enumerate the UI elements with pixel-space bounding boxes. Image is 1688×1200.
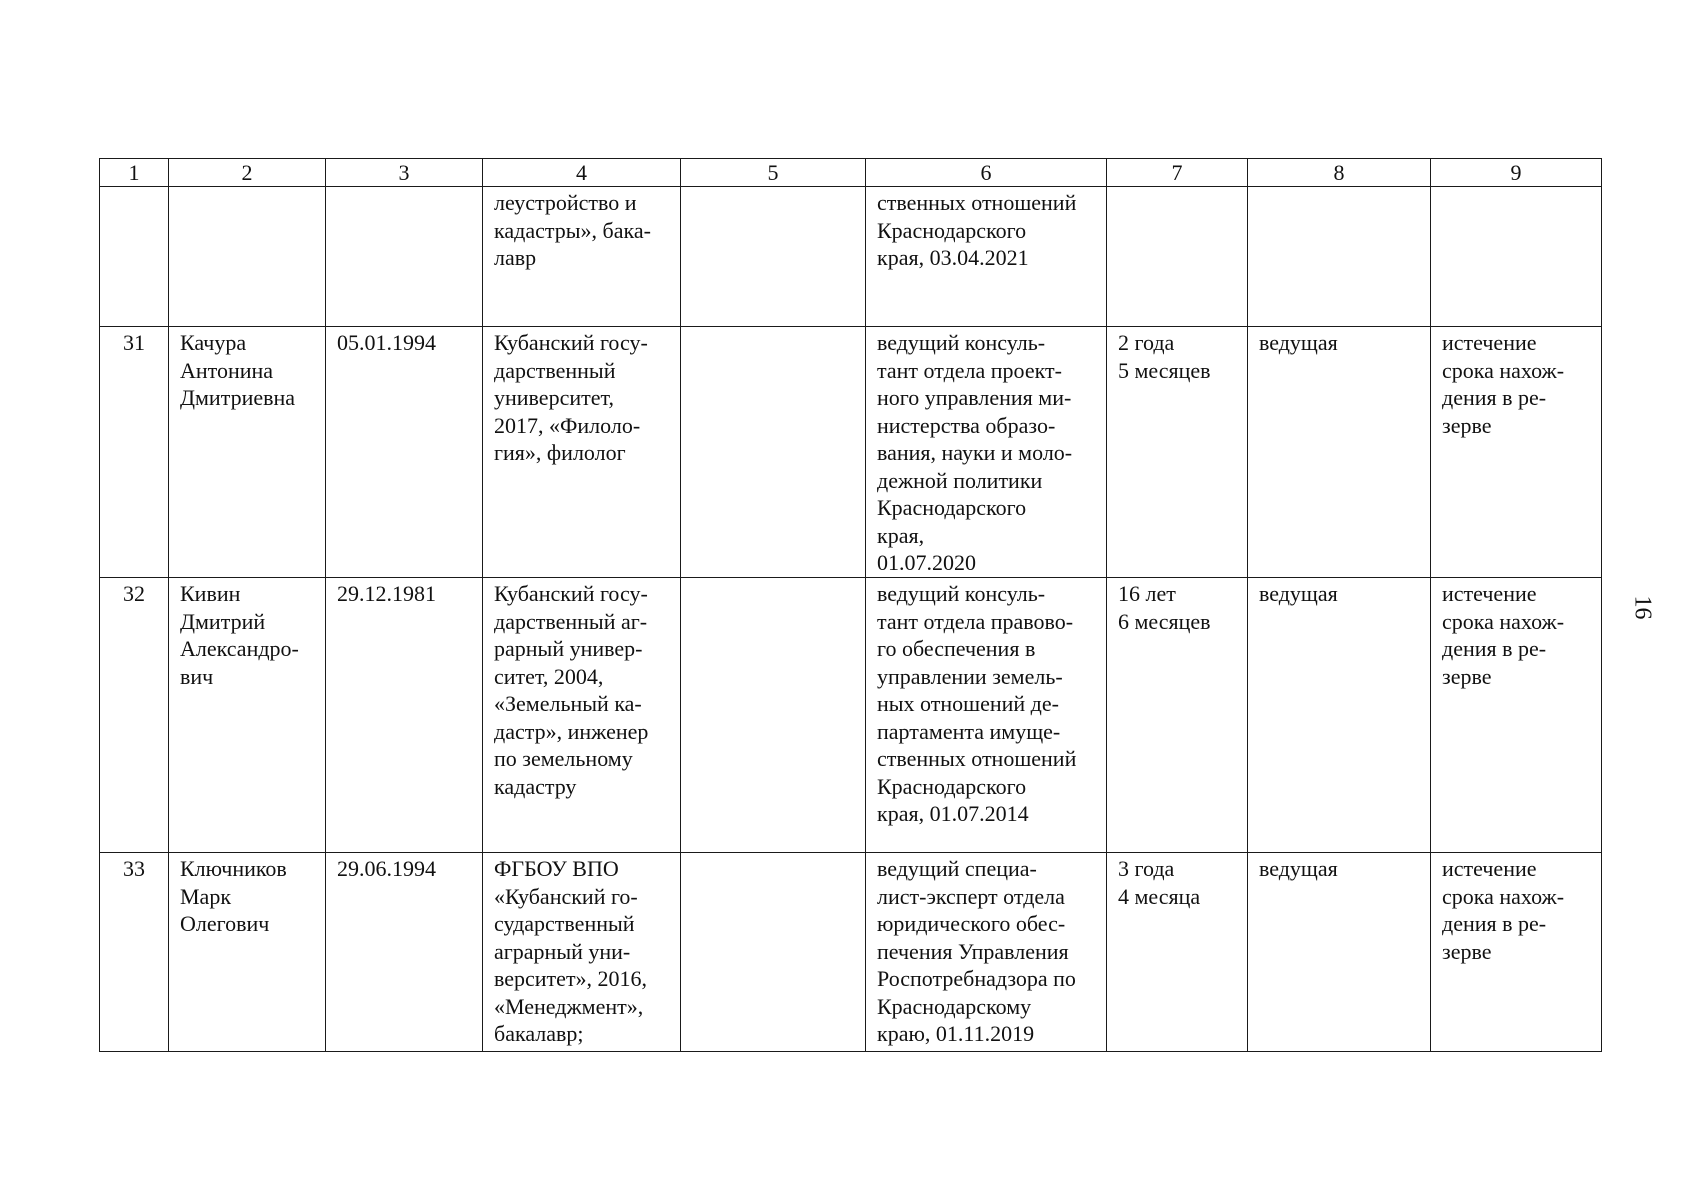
- column-header: 4: [483, 159, 681, 187]
- table-cell: [681, 187, 866, 327]
- table-row: [100, 187, 1602, 327]
- table-cell: 29.12.1981: [326, 578, 483, 853]
- table-row: [100, 327, 1602, 578]
- table-cell: Кубанский госу- дарственный университет, 2017, «Филоло- гия», филолог: [483, 327, 681, 578]
- table-cell: 32: [100, 578, 169, 853]
- table-cell: истечение срока нахож- дения в ре- зерве: [1431, 327, 1602, 578]
- table-cell: 2 года 5 месяцев: [1107, 327, 1248, 578]
- table-cell: [1248, 187, 1431, 327]
- table-cell: Качура Антонина Дмитриевна: [169, 327, 326, 578]
- table-cell: Кивин Дмитрий Александро- вич: [169, 578, 326, 853]
- table-cell: [681, 327, 866, 578]
- personnel-reserve-table: [99, 158, 1602, 1052]
- table-cell: [681, 578, 866, 853]
- table-cell: 29.06.1994: [326, 853, 483, 1052]
- table-cell: 3 года 4 месяца: [1107, 853, 1248, 1052]
- table-cell: ведущий специа- лист-эксперт отдела юридического обес- печения Управления Роспотребнадзора по Краснодарскому краю, 01.11.2019: [866, 853, 1107, 1052]
- table-cell: 16 лет 6 месяцев: [1107, 578, 1248, 853]
- table-cell: леустройство и кадастры», бака- лавр: [483, 187, 681, 327]
- column-header: 6: [866, 159, 1107, 187]
- column-header: 5: [681, 159, 866, 187]
- table-cell: ведущая: [1248, 327, 1431, 578]
- column-header: 3: [326, 159, 483, 187]
- table-cell: [326, 187, 483, 327]
- table-cell: [1431, 187, 1602, 327]
- table-header-row: [100, 159, 1602, 187]
- column-header: 8: [1248, 159, 1431, 187]
- table-cell: 05.01.1994: [326, 327, 483, 578]
- table-cell: [169, 187, 326, 327]
- table-cell: ведущая: [1248, 853, 1431, 1052]
- table-cell: ведущий консуль- тант отдела правово- го обеспечения в управлении земель- ных отношений де- партамента имуще- ственных отношений Краснодарского края, 01.07.2014: [866, 578, 1107, 853]
- table-cell: ственных отношений Краснодарского края, 03.04.2021: [866, 187, 1107, 327]
- table-cell: Ключников Марк Олегович: [169, 853, 326, 1052]
- table-cell: [100, 187, 169, 327]
- column-header: 7: [1107, 159, 1248, 187]
- table-body: [100, 159, 1602, 1052]
- table-row: [100, 853, 1602, 1052]
- page-number: 16: [1629, 595, 1656, 620]
- table-cell: истечение срока нахож- дения в ре- зерве: [1431, 853, 1602, 1052]
- table-cell: ФГБОУ ВПО «Кубанский го- сударственный аграрный уни- верситет», 2016, «Менеджмент», бакалавр;: [483, 853, 681, 1052]
- column-header: 2: [169, 159, 326, 187]
- table-cell: истечение срока нахож- дения в ре- зерве: [1431, 578, 1602, 853]
- table-cell: 31: [100, 327, 169, 578]
- table-cell: ведущая: [1248, 578, 1431, 853]
- column-header: 1: [100, 159, 169, 187]
- table-cell: 33: [100, 853, 169, 1052]
- column-header: 9: [1431, 159, 1602, 187]
- table-cell: Кубанский госу- дарственный аг- рарный универ- ситет, 2004, «Земельный ка- дастр», инженер по земельному кадастру: [483, 578, 681, 853]
- table-cell: [1107, 187, 1248, 327]
- table-cell: [681, 853, 866, 1052]
- table-cell: ведущий консуль- тант отдела проект- ного управления ми- нистерства образо- вания, науки и моло- дежной политики Краснодарского края, 01.07.2020: [866, 327, 1107, 578]
- table-row: [100, 578, 1602, 853]
